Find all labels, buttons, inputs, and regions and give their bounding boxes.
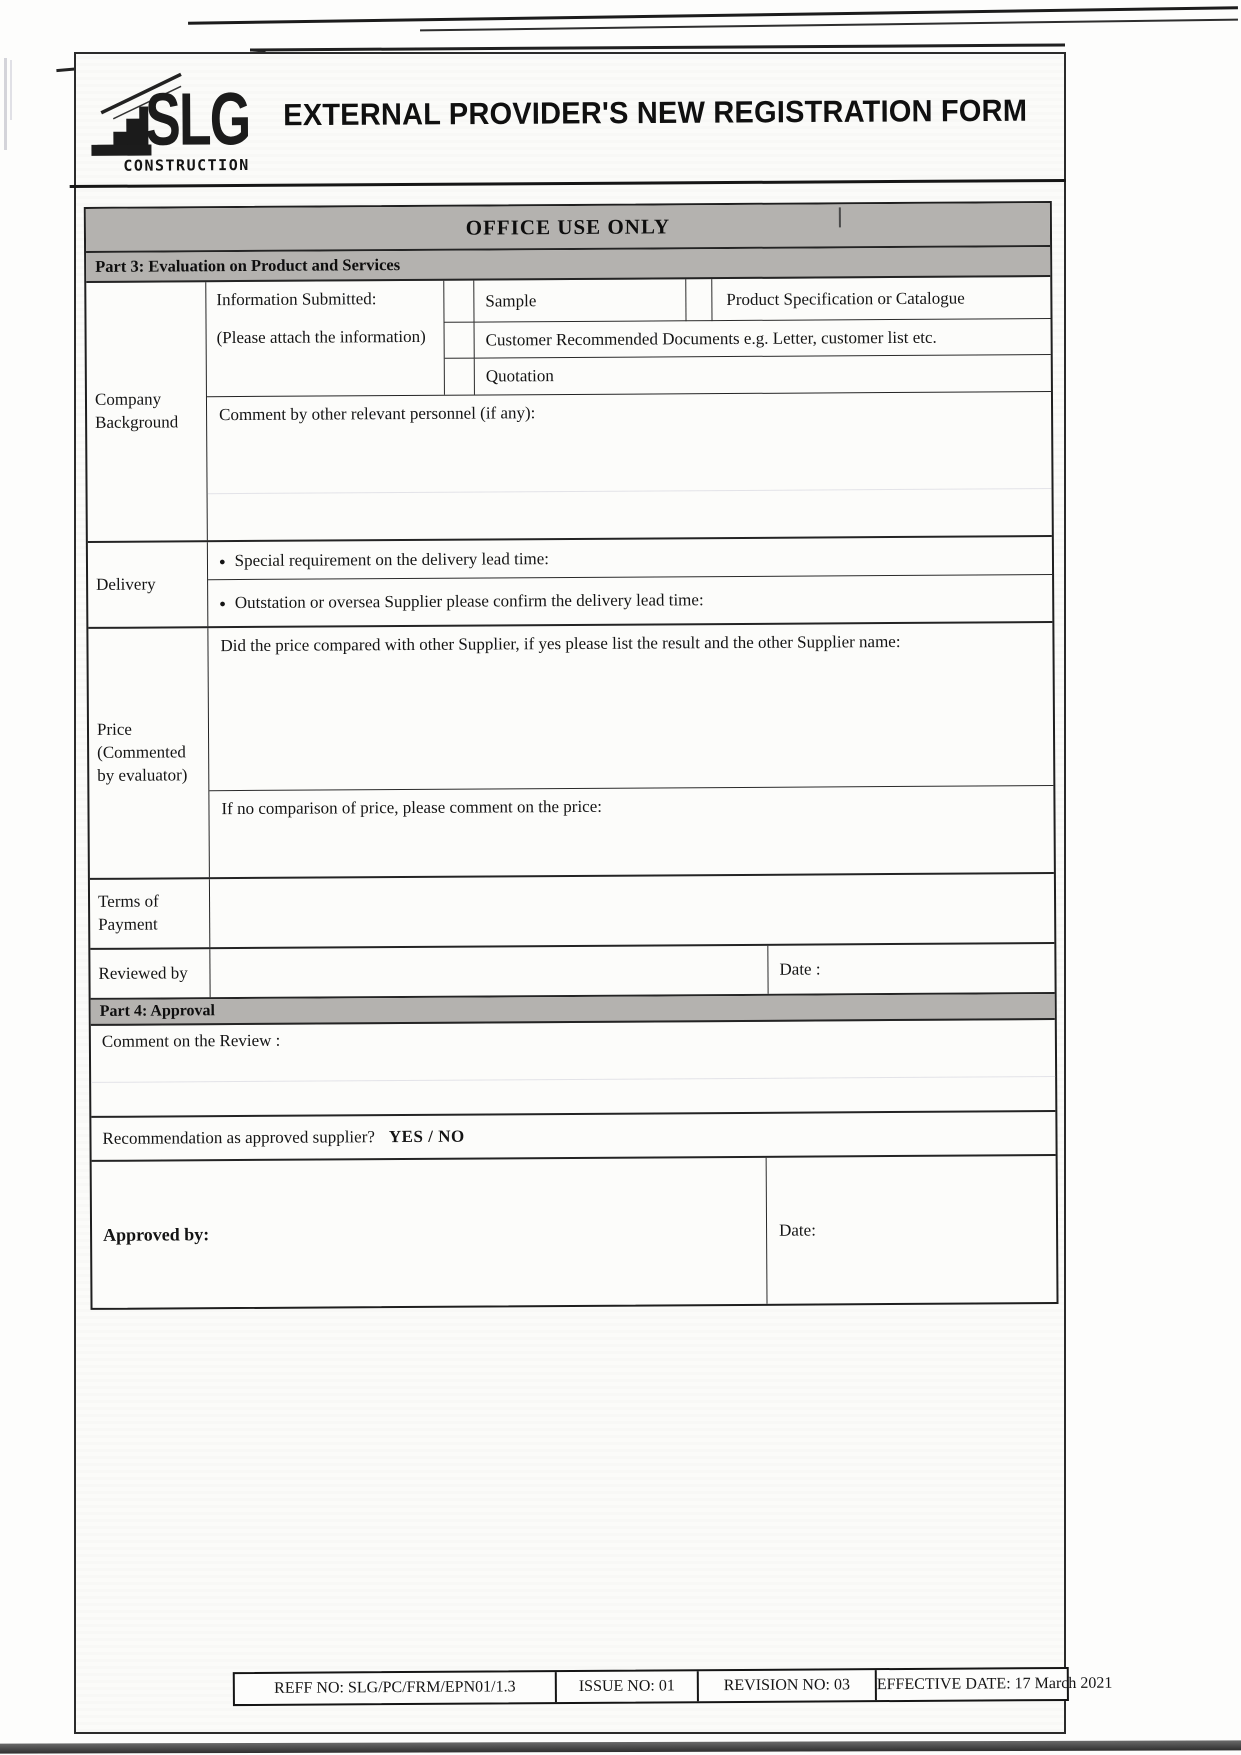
office-use-banner [86,203,1050,253]
delivery-label: Delivery [88,542,209,627]
price-compare-cell [208,623,1053,791]
personnel-comment-cell [207,392,1052,540]
information-submitted-cell [206,281,445,396]
approved-by-section [92,1156,1057,1308]
approved-by-label: Approved by: [103,1223,210,1245]
footer-revision-no: REVISION NO: 03 [697,1670,875,1701]
price-no-compare-cell [209,786,1054,877]
delivery-section [88,537,1053,629]
terms-of-payment-label: Terms of Payment [90,879,210,948]
scan-artifact-line [91,1076,1055,1083]
recommendation-label: Recommendation as approved supplier? [102,1127,375,1148]
option-quotation-label: Quotation [485,366,554,386]
checkbox-cell-customer-docs [445,323,475,359]
company-logo [83,64,289,181]
scan-artifact-line [208,488,1052,494]
option-sample-label: Sample [474,279,686,322]
document-footer-bar [233,1667,1113,1706]
personnel-comment-label: Comment by other relevant personnel (if any): [219,403,536,425]
approved-date-label: Date: [779,1220,816,1240]
part4-header-text: Part 4: Approval [99,1002,216,1020]
review-comment-cell [91,1020,1056,1118]
footer-issue-no: ISSUE NO: 01 [555,1671,697,1702]
document-frame [74,52,1113,1734]
header-divider [70,179,1066,188]
scan-artifact-line [420,19,1238,32]
terms-of-payment-section [90,874,1054,950]
price-section [88,623,1054,880]
footer-reff-no: REFF NO: SLG/PC/FRM/EPN01/1.3 [274,1678,516,1697]
delivery-item-row [208,537,1052,580]
recommendation-options: YES / NO [388,1126,465,1147]
information-submitted-note: (Please attach the information) [216,326,426,348]
scan-artifact-line [10,60,12,120]
reviewed-by-section [90,944,1054,1000]
price-no-compare-question: If no comparison of price, please comment on the price: [221,796,603,819]
checkbox-cell-sample [444,281,474,323]
price-label: Price (Commented by evaluator) [88,628,210,878]
recommendation-row [91,1112,1055,1162]
bullet-icon: ● [218,555,226,568]
reviewed-by-label: Reviewed by [90,949,210,998]
approved-by-cell [92,1158,768,1308]
reviewed-date-label: Date : [779,959,821,979]
bullet-icon: ● [219,598,226,611]
review-comment-label: Comment on the Review : [101,1030,281,1051]
logo-word-text: CONSTRUCTION [123,155,250,175]
company-background-section [86,277,1052,543]
checkbox-cell-product-spec [686,279,712,321]
terms-of-payment-value-cell [210,874,1054,947]
information-submitted-label: Information Submitted: [216,289,377,310]
office-use-banner-text: OFFICE USE ONLY [465,213,671,240]
delivery-item-label: Special requirement on the delivery lead time: [234,548,550,570]
logo-brand-text: SLG [145,76,250,161]
part3-header-text: Part 3: Evaluation on Product and Services [95,255,401,276]
footer-effective-date: EFFECTIVE DATE: 17 March 2021 [875,1669,1113,1700]
scan-artifact-line [250,44,1065,51]
scan-artifact-tick [839,207,841,227]
scan-edge-strip [0,1740,1241,1753]
checkbox-cell-quotation [445,359,475,395]
scan-artifact-line [4,58,7,150]
office-use-table [84,201,1059,1310]
form-title: EXTERNAL PROVIDER'S NEW REGISTRATION FORM [283,94,1028,133]
reviewed-date-cell [768,944,1054,994]
option-product-spec-label: Product Specification or Catalogue [712,277,1050,321]
company-background-label: Company Background [86,282,208,541]
option-customer-docs-label: Customer Recommended Documents e.g. Letter, customer list etc. [475,319,1051,359]
information-submitted-grid [206,277,1051,397]
delivery-item-label: Outstation or oversea Supplier please confirm the delivery lead time: [234,590,704,613]
delivery-item-row [208,575,1052,626]
approved-date-cell [767,1156,1057,1304]
reviewed-by-value-cell [210,946,768,997]
price-compare-question: Did the price compared with other Supplier, if yes please list the result and the other Supplier name: [220,631,901,656]
logo-base-bar [91,145,151,156]
